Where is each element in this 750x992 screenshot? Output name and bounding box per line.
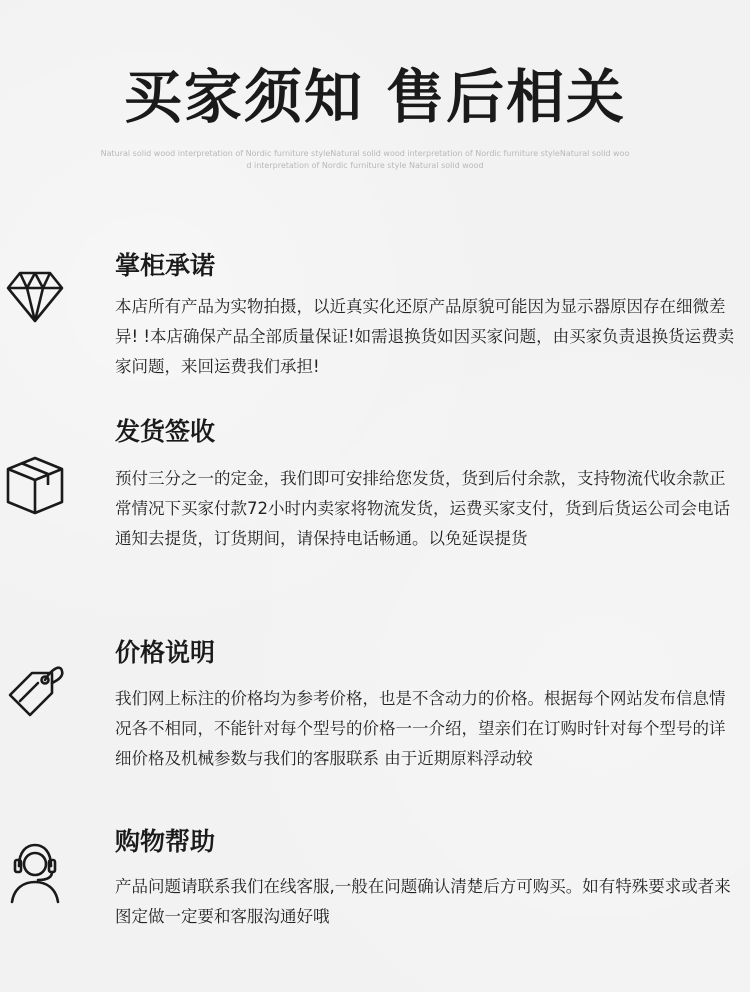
section-body: 预付三分之一的定金，我们即可安排给您发货，货到后付余款，支持物流代收余款正常情况下买家付款72小时内卖家将物流发货，运费买家支付，货到后货运公司会电话通知去提货，订货期间，请保持电话畅通。以免延误提货 xyxy=(115,469,730,548)
section-title: 价格说明 xyxy=(115,638,216,667)
page-title: 买家须知 售后相关 xyxy=(123,63,627,131)
section-body: 我们网上标注的价格均为参考价格，也是不含动力的价格。根据每个网站发布信息情况各不相同，不能针对每个型号的价格一一介绍，望亲们在订购时针对每个型号的详细价格及机械参数与我们的客服联系 由于近期原料浮动较 xyxy=(115,689,726,768)
diamond-icon xyxy=(2,263,68,329)
section-title: 发货签收 xyxy=(115,417,216,446)
customer-service-icon xyxy=(2,840,68,906)
box-icon xyxy=(2,452,68,518)
section-body: 本店所有产品为实物拍摄，以近真实化还原产品原貌可能因为显示器原因存在细微差异! !本店确保产品全部质量保证!如需退换货如因买家问题，由买家负责退换货运费卖家问题，来回运费我们承担! xyxy=(115,297,735,376)
section-body: 产品问题请联系我们在线客服,一般在问题确认清楚后方可购买。如有特殊要求或者来图定做一定要和客服沟通好哦 xyxy=(115,877,731,926)
section-title: 购物帮助 xyxy=(115,827,216,856)
price-tag-icon xyxy=(2,655,68,721)
section-title: 掌柜承诺 xyxy=(115,251,216,280)
page-subtitle: Natural solid wood interpretation of Nordic furniture styleNatural solid wood interpretation of Nordic furniture styleNatural solid wood interpretation of Nordic furniture style Natural solid wood xyxy=(100,149,630,170)
